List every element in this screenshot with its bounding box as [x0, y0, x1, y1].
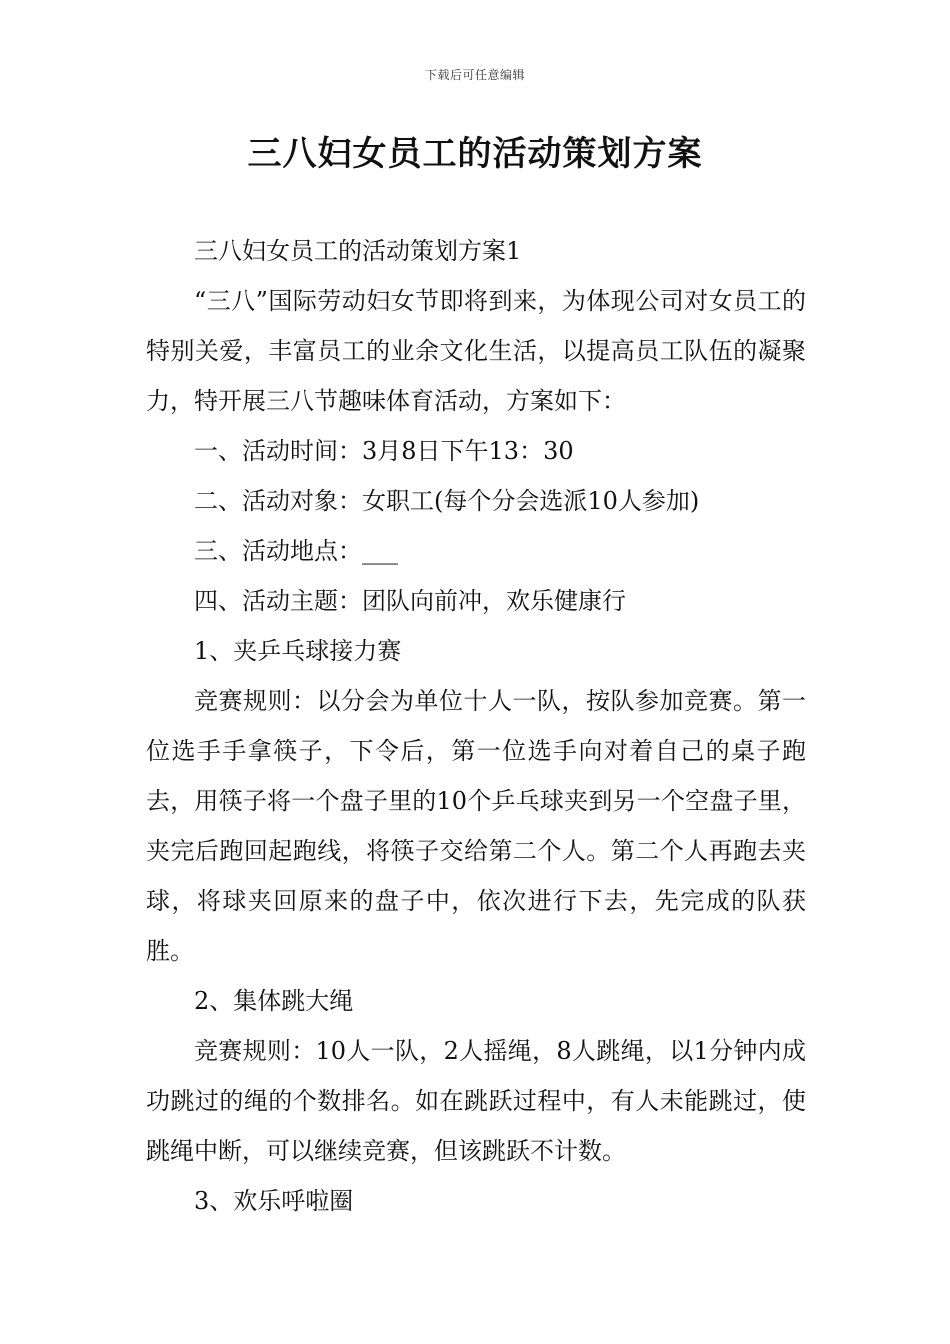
intro-paragraph: “三八”国际劳动妇女节即将到来，为体现公司对女员工的特别关爱，丰富员工的业余文化生活，以提高员工队伍的凝聚力，特开展三八节趣味体育活动，方案如下：: [146, 287, 806, 415]
event-rules-2: 竞赛规则：10人一队，2人摇绳，8人跳绳，以1分钟内成功跳过的绳的个数排名。如在跳跃过程中，有人未能跳过，使跳绳中断，可以继续竞赛，但该跳跃不计数。: [146, 1037, 806, 1165]
document-body: [146, 226, 806, 1226]
activity-participants: 二、活动对象：女职工(每个分会选派10人参加): [194, 487, 700, 515]
event-title-2: 2、集体跳大绳: [194, 987, 354, 1015]
activity-time: 一、活动时间：3月8日下午13：30: [194, 437, 574, 465]
activity-location: 三、活动地点：___: [194, 537, 398, 565]
section-heading: 三八妇女员工的活动策划方案1: [194, 237, 522, 265]
event-title-1: 1、夹乒乓球接力赛: [194, 637, 402, 665]
activity-theme: 四、活动主题：团队向前冲，欢乐健康行: [194, 587, 626, 615]
header-note: 下载后可任意编辑: [424, 68, 525, 82]
event-rules-1: 竞赛规则：以分会为单位十人一队，按队参加竞赛。第一位选手手拿筷子，下令后，第一位选手向对着自己的桌子跑去，用筷子将一个盘子里的10个乒乓球夹到另一个空盘子里，夹完后跑回起跑线，将筷子交给第二个人。第二个人再跑去夹球，将球夹回原来的盘子中，依次进行下去，先完成的队获胜。: [146, 687, 806, 965]
document-title: 三八妇女员工的活动策划方案: [247, 134, 703, 174]
event-title-3: 3、欢乐呼啦圈: [194, 1187, 354, 1215]
